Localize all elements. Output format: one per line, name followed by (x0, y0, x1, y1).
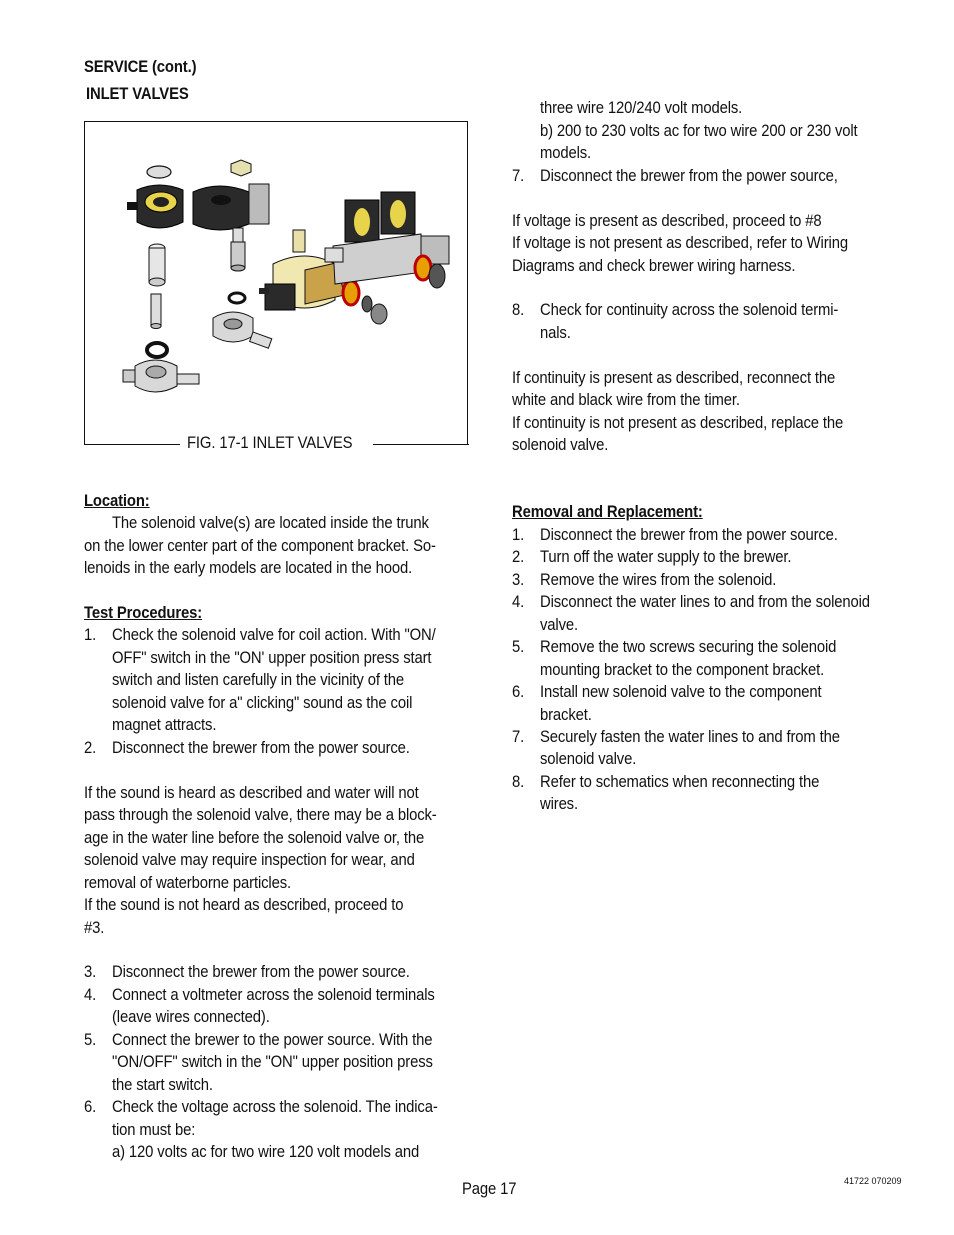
step-text: Refer to schematics when reconnecting the (540, 773, 820, 791)
fitting-2 (429, 264, 445, 288)
step-number: 7. (512, 167, 525, 185)
step-number: 5. (84, 1031, 97, 1049)
step-text: Disconnect the brewer from the power source, (540, 167, 838, 185)
step-text: solenoid valve. (540, 750, 637, 768)
step-text: bracket. (540, 706, 592, 724)
figure-caption: FIG. 17-1 INLET VALVES (187, 434, 353, 452)
plunger-1 (149, 244, 165, 286)
step-number: 8. (512, 301, 525, 319)
step-text: Connect the brewer to the power source. With the (112, 1031, 433, 1049)
step-text: OFF" switch in the "ON' upper position press start (112, 649, 432, 667)
location-line-1: The solenoid valve(s) are located inside the trunk (112, 514, 429, 532)
step-number: 6. (512, 683, 525, 701)
paragraph-line: If voltage is not present as described, refer to Wiring (512, 234, 848, 252)
figure-frame-bottom-right (373, 444, 469, 445)
paragraph-line: #3. (84, 919, 105, 937)
paragraph-line: Diagrams and check brewer wiring harness. (512, 257, 796, 275)
step-text: Connect a voltmeter across the solenoid terminals (112, 986, 435, 1004)
step-text: Remove the wires from the solenoid. (540, 571, 777, 589)
valve-body-2 (213, 312, 272, 348)
red-washer (343, 281, 359, 305)
removal-heading: Removal and Replacement: (512, 503, 703, 521)
location-line-2: on the lower center part of the component bracket. So- (84, 537, 436, 555)
step-text: wires. (540, 795, 578, 813)
step-text: (leave wires connected). (112, 1008, 270, 1026)
step-number: 5. (512, 638, 525, 656)
location-heading: Location: (84, 492, 150, 510)
continuation-line: models. (540, 144, 592, 162)
paragraph-line: white and black wire from the timer. (512, 391, 740, 409)
step-text: tion must be: (112, 1121, 196, 1139)
step-text: Check the solenoid valve for coil action. With "ON/ (112, 626, 436, 644)
valve-body-1 (123, 360, 199, 392)
spring-1 (151, 294, 161, 329)
small-nut (362, 296, 372, 312)
paragraph-line: solenoid valve. (512, 436, 609, 454)
oring-2 (229, 293, 245, 303)
step-number: 8. (512, 773, 525, 791)
step-text: Check for continuity across the solenoid termi- (540, 301, 839, 319)
inlet-valves-illustration (85, 122, 466, 442)
step-text: valve. (540, 616, 578, 634)
paragraph-line: solenoid valve may require inspection for wear, and (84, 851, 415, 869)
step-number: 2. (512, 548, 525, 566)
step-text: mounting bracket to the component bracket. (540, 661, 825, 679)
step-text: magnet attracts. (112, 716, 217, 734)
test-procedures-heading: Test Procedures: (84, 604, 203, 622)
step-number: 1. (512, 526, 525, 544)
figure-frame (84, 121, 468, 444)
step-text: switch and listen carefully in the vicinity of the (112, 671, 405, 689)
paragraph-line: age in the water line before the solenoid valve or, the (84, 829, 425, 847)
step-text: a) 120 volts ac for two wire 120 volt models and (112, 1143, 420, 1161)
step-number: 3. (84, 963, 97, 981)
step-text: the start switch. (112, 1076, 213, 1094)
step-number: 3. (512, 571, 525, 589)
page-number: Page 17 (462, 1180, 517, 1198)
paragraph-line: If the sound is heard as described and water will not (84, 784, 419, 802)
step-text: nals. (540, 324, 571, 342)
paragraph-line: If continuity is not present as described, replace the (512, 414, 844, 432)
paragraph-line: If the sound is not heard as described, proceed to (84, 896, 404, 914)
step-text: Securely fasten the water lines to and from the (540, 728, 840, 746)
step-text: Check the voltage across the solenoid. The indica- (112, 1098, 438, 1116)
step-text: Disconnect the brewer from the power source. (112, 963, 410, 981)
solenoid-coil-2 (193, 184, 269, 230)
step-text: Turn off the water supply to the brewer. (540, 548, 792, 566)
document-code: 41722 070209 (844, 1176, 902, 1186)
continuation-line: three wire 120/240 volt models. (540, 99, 743, 117)
step-number: 2. (84, 739, 97, 757)
paragraph-line: removal of waterborne particles. (84, 874, 291, 892)
step-number: 6. (84, 1098, 97, 1116)
figure-frame-bottom-left (84, 444, 180, 445)
step-text: solenoid valve for a" clicking" sound as the coil (112, 694, 413, 712)
step-number: 7. (512, 728, 525, 746)
paragraph-line: If continuity is present as described, reconnect the (512, 369, 836, 387)
subsection-heading: INLET VALVES (86, 85, 189, 103)
oring-1 (147, 343, 167, 357)
step-text: Remove the two screws securing the solenoid (540, 638, 837, 656)
location-line-3: lenoids in the early models are located in the hood. (84, 559, 413, 577)
step-number: 1. (84, 626, 97, 644)
nut-2 (231, 160, 251, 176)
plunger-2 (231, 228, 245, 271)
step-text: Disconnect the brewer from the power source. (540, 526, 838, 544)
solenoid-coil-1 (127, 166, 183, 228)
step-text: Disconnect the brewer from the power source. (112, 739, 410, 757)
step-text: Disconnect the water lines to and from the solenoid (540, 593, 870, 611)
step-text: "ON/OFF" switch in the "ON" upper position press (112, 1053, 433, 1071)
continuation-line: b) 200 to 230 volts ac for two wire 200 or 230 volt (540, 122, 858, 140)
step-number: 4. (84, 986, 97, 1004)
section-heading: SERVICE (cont.) (84, 58, 197, 76)
step-text: Install new solenoid valve to the component (540, 683, 822, 701)
step-number: 4. (512, 593, 525, 611)
paragraph-line: pass through the solenoid valve, there may be a block- (84, 806, 437, 824)
paragraph-line: If voltage is present as described, proceed to #8 (512, 212, 822, 230)
strainer (371, 304, 387, 324)
